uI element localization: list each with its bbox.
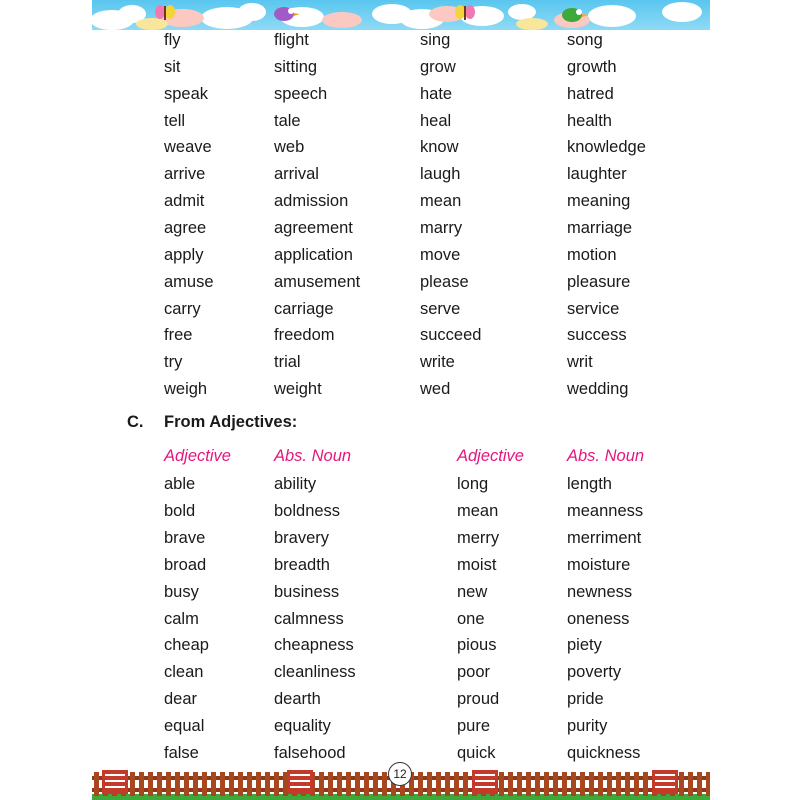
adjective-word: false xyxy=(164,744,199,762)
adjective-word: pious xyxy=(457,636,497,655)
adjective-word: dear xyxy=(164,690,198,709)
abstract-noun-word: meanness xyxy=(567,501,644,520)
adjective-word: proud xyxy=(457,690,500,709)
verb-word: weigh xyxy=(164,380,208,399)
abstract-noun-word: pride xyxy=(567,690,604,709)
adjective-word: equal xyxy=(164,717,205,736)
adjective-word: bold xyxy=(164,501,196,520)
butterfly-icon xyxy=(155,5,175,20)
abstract-noun-word: boldness xyxy=(274,501,341,520)
abstract-noun-word: poverty xyxy=(567,663,622,682)
noun-word: carriage xyxy=(274,299,334,318)
verb-word: write xyxy=(420,353,455,372)
noun-word: growth xyxy=(567,57,617,76)
noun-word: amusement xyxy=(274,272,361,291)
noun-word: flight xyxy=(274,31,309,49)
abstract-noun-word: bravery xyxy=(274,528,330,547)
verb-word: sit xyxy=(164,57,181,76)
column-header-abs-noun: Abs. Noun xyxy=(274,447,352,465)
adjective-word: merry xyxy=(457,528,500,547)
verb-word: carry xyxy=(164,299,201,318)
noun-word: tale xyxy=(274,111,301,130)
abstract-noun-word: cleanliness xyxy=(274,663,356,682)
adjective-word: quick xyxy=(457,744,496,762)
noun-word: speech xyxy=(274,84,328,103)
noun-word: meaning xyxy=(567,192,631,211)
adjective-word: one xyxy=(457,609,485,628)
adjective-word: mean xyxy=(457,501,499,520)
verb-word: know xyxy=(420,138,459,157)
abstract-noun-word: dearth xyxy=(274,690,321,709)
verb-word: move xyxy=(420,245,461,264)
abstract-noun-word: purity xyxy=(567,717,608,736)
verb-word: laugh xyxy=(420,165,461,184)
verb-word: arrive xyxy=(164,165,206,184)
noun-word: success xyxy=(567,326,627,345)
noun-word: web xyxy=(274,138,305,157)
verb-word: please xyxy=(420,272,469,291)
adjective-word: busy xyxy=(164,582,199,601)
adjective-word: broad xyxy=(164,555,207,574)
verb-word: heal xyxy=(420,111,452,130)
verb-word: hate xyxy=(420,84,453,103)
bird-icon xyxy=(274,7,300,21)
verb-word: serve xyxy=(420,299,461,318)
section-label: C. xyxy=(127,413,144,431)
adjective-word: clean xyxy=(164,663,204,682)
noun-word: arrival xyxy=(274,165,319,184)
verb-word: marry xyxy=(420,218,463,237)
abstract-noun-word: merriment xyxy=(567,528,642,547)
noun-word: application xyxy=(274,245,353,264)
noun-word: marriage xyxy=(567,218,633,237)
verb-word: weave xyxy=(164,138,212,157)
noun-word: laughter xyxy=(567,165,627,184)
bird-icon xyxy=(562,8,588,22)
abstract-noun-word: business xyxy=(274,582,340,601)
noun-word: writ xyxy=(567,353,593,372)
noun-word: freedom xyxy=(274,326,335,345)
adjective-word: brave xyxy=(164,528,206,547)
column-header-adjective: Adjective xyxy=(457,447,524,465)
verb-word: grow xyxy=(420,57,456,76)
textbook-page xyxy=(92,0,710,800)
abstract-noun-word: oneness xyxy=(567,609,630,628)
abstract-noun-word: moisture xyxy=(567,555,631,574)
abstract-noun-word: calmness xyxy=(274,609,344,628)
noun-word: sitting xyxy=(274,57,318,76)
adjective-word: new xyxy=(457,582,488,601)
adjective-word: long xyxy=(457,475,489,493)
adjective-word: pure xyxy=(457,717,491,736)
verb-word: sing xyxy=(420,31,451,49)
adjective-word: cheap xyxy=(164,636,209,655)
abstract-noun-word: equality xyxy=(274,717,331,736)
section-title: From Adjectives: xyxy=(164,413,298,431)
adjective-word: moist xyxy=(457,555,497,574)
adjective-word: able xyxy=(164,475,196,493)
verb-word: admit xyxy=(164,192,205,211)
noun-word: admission xyxy=(274,192,349,211)
noun-word: wedding xyxy=(567,380,629,399)
page-number: 12 xyxy=(388,762,412,786)
noun-word: hatred xyxy=(567,84,614,103)
butterfly-icon xyxy=(455,5,475,20)
adjective-word: poor xyxy=(457,663,491,682)
abstract-noun-word: falsehood xyxy=(274,744,346,762)
verb-word: try xyxy=(164,353,183,372)
abstract-noun-word: length xyxy=(567,475,612,493)
noun-word: agreement xyxy=(274,218,353,237)
abstract-noun-word: newness xyxy=(567,582,633,601)
column-header-abs-noun: Abs. Noun xyxy=(567,447,645,465)
verb-word: agree xyxy=(164,218,207,237)
butterfly-and-bird-icons xyxy=(92,0,710,30)
verb-word: tell xyxy=(164,111,186,130)
abstract-noun-word: ability xyxy=(274,475,317,493)
noun-word: trial xyxy=(274,353,301,372)
verb-word: amuse xyxy=(164,272,214,291)
abstract-noun-word: breadth xyxy=(274,555,330,574)
abstract-noun-word: cheapness xyxy=(274,636,354,655)
noun-word: motion xyxy=(567,245,617,264)
noun-word: service xyxy=(567,299,620,318)
verb-word: wed xyxy=(420,380,451,399)
abstract-noun-word: quickness xyxy=(567,744,641,762)
verb-word: free xyxy=(164,326,193,345)
verb-word: apply xyxy=(164,245,204,264)
adjective-word: calm xyxy=(164,609,199,628)
noun-word: health xyxy=(567,111,612,130)
noun-word: weight xyxy=(274,380,322,399)
column-header-adjective: Adjective xyxy=(164,447,231,465)
noun-word: knowledge xyxy=(567,138,646,157)
noun-word: song xyxy=(567,31,603,49)
verb-word: fly xyxy=(164,31,181,49)
sky-header-decoration xyxy=(92,0,710,30)
noun-word: pleasure xyxy=(567,272,631,291)
verb-word: succeed xyxy=(420,326,482,345)
abstract-noun-word: piety xyxy=(567,636,602,655)
verb-word: mean xyxy=(420,192,462,211)
verb-word: speak xyxy=(164,84,209,103)
